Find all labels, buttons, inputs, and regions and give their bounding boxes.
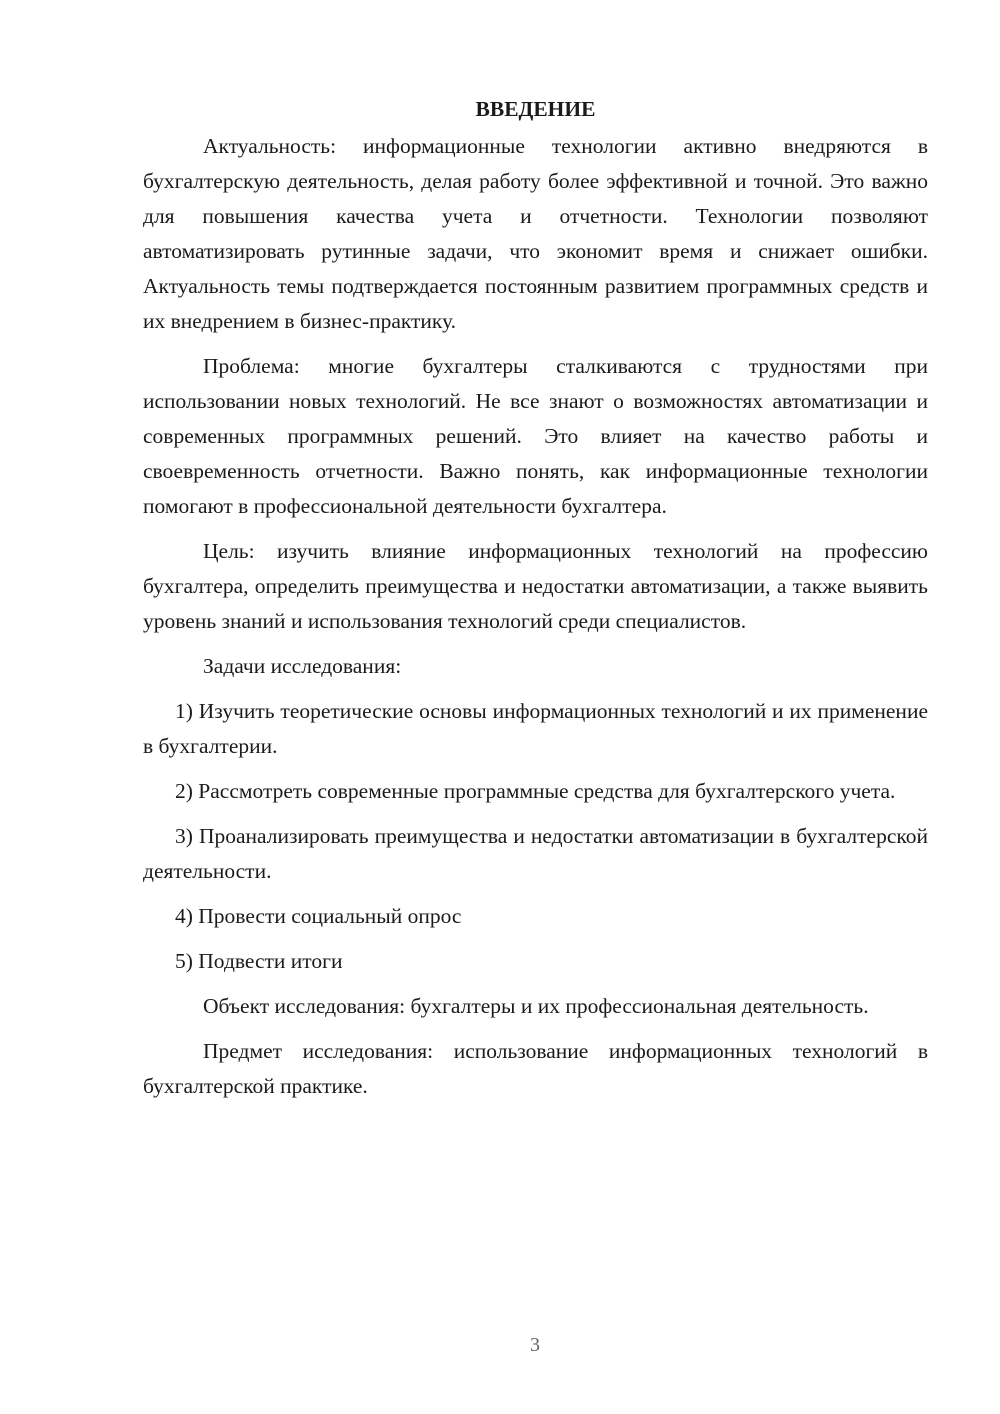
task-item-1: 1) Изучить теоретические основы информационных технологий и их применение в бухгалтерии. bbox=[143, 699, 928, 758]
document-page bbox=[143, 92, 928, 1114]
task-item-3: 3) Проанализировать преимущества и недостатки автоматизации в бухгалтерской деятельности. bbox=[143, 824, 928, 883]
task-item-2: 2) Рассмотреть современные программные средства для бухгалтерского учета. bbox=[175, 779, 896, 803]
tasks-heading: Задачи исследования: bbox=[203, 654, 402, 678]
goal-paragraph: Цель: изучить влияние информационных технологий на профессию бухгалтера, определить преимущества и недостатки автоматизации, а также выявить уровень знаний и использования технологий среди специалистов. bbox=[143, 539, 928, 633]
task-item-4: 4) Провести социальный опрос bbox=[175, 904, 462, 928]
task-item-5: 5) Подвести итоги bbox=[175, 949, 343, 973]
problem-paragraph: Проблема: многие бухгалтеры сталкиваются с трудностями при использовании новых технологий. Не все знают о возможностях автоматизации и современных программных решений. Это влияет на качество работы и своевременность отчетности. Важно понять, как информационные технологии помогают в профессиональной деятельности бухгалтера. bbox=[143, 354, 928, 518]
object-paragraph: Объект исследования: бухгалтеры и их профессиональная деятельность. bbox=[203, 994, 869, 1018]
page-number: 3 bbox=[530, 1334, 540, 1356]
subject-paragraph: Предмет исследования: использование информационных технологий в бухгалтерской практике. bbox=[143, 1039, 928, 1098]
relevance-paragraph: Актуальность: информационные технологии активно внедряются в бухгалтерскую деятельность, делая работу более эффективной и точной. Это важно для повышения качества учета и отчетности. Технологии позволяют автоматизировать рутинные задачи, что экономит время и снижает ошибки. Актуальность темы подтверждается постоянным развитием программных средств и их внедрением в бизнес-практику. bbox=[143, 134, 928, 333]
section-title: ВВЕДЕНИЕ bbox=[475, 97, 596, 121]
